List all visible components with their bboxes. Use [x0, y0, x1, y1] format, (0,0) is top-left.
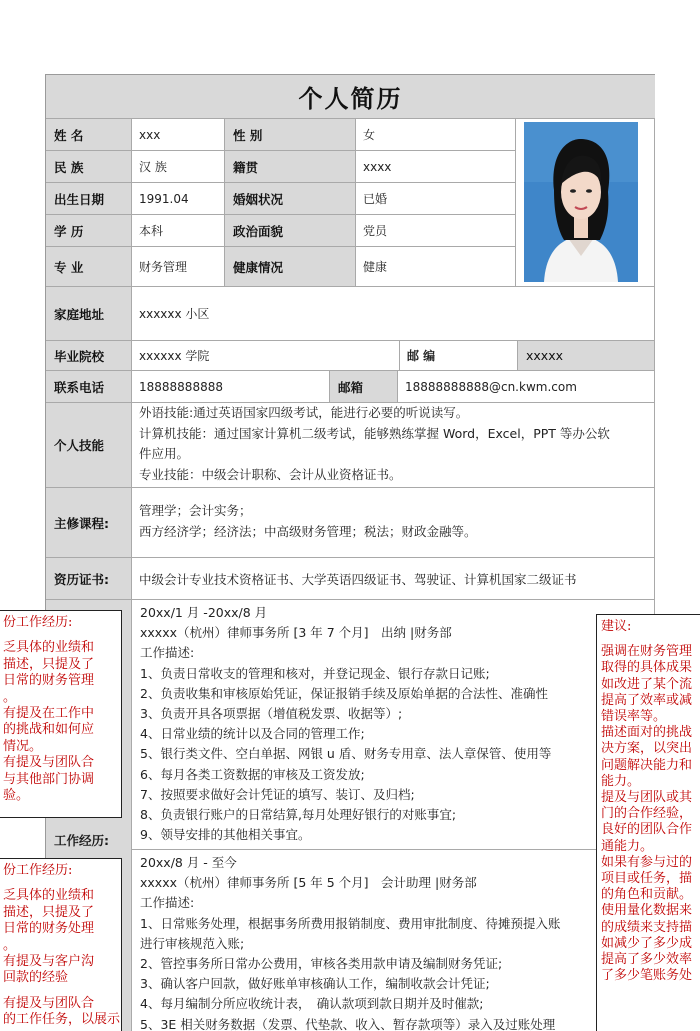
- comment-box-left-job2: [0, 858, 122, 1031]
- note-line: 验。: [3, 788, 30, 804]
- job1-line: 20xx/1 月 -20xx/8 月: [140, 605, 268, 620]
- note-line: 乏具体的业绩和: [3, 888, 95, 904]
- comment-box-right: [596, 614, 700, 1031]
- address-value: xxxxxx 小区: [132, 287, 655, 341]
- job-1: [132, 600, 655, 850]
- note-line: 提高了效率或减: [601, 692, 693, 708]
- courses-label: 主修课程:: [46, 488, 132, 558]
- health-value: 健康: [356, 247, 516, 287]
- job2-line: 进行审核规范入账;: [140, 935, 245, 951]
- job-2: [132, 850, 655, 1031]
- skills-line: 件应用。: [139, 446, 190, 461]
- note-line: 错误率等。: [601, 709, 667, 725]
- job2-line: xxxxx（杭州）律师事务所 [5 年 5 个月] 会计助理 |财务部: [140, 875, 477, 891]
- school-value: xxxxxx 学院: [132, 341, 400, 371]
- note-line: 提及与团队或其: [601, 790, 693, 806]
- job1-line: 1、负责日常收支的管理和核对，并登记现金、银行存款日记账;: [140, 665, 490, 681]
- note-line: 门的合作经验，: [601, 806, 693, 822]
- job1-line: 工作描述:: [140, 645, 195, 661]
- certificates-value: 中级会计专业技术资格证书、大学英语四级证书、驾驶证、计算机国家二级证书: [132, 558, 655, 600]
- note-line: 的角色和贡献。: [601, 887, 693, 903]
- political-label: 政治面貌: [225, 215, 356, 247]
- note-line: 与其他部门协调: [3, 771, 95, 787]
- note-line: 使用量化数据来: [601, 903, 693, 919]
- note-line: 描述面对的挑战: [601, 725, 693, 741]
- name-value: xxx: [132, 119, 225, 151]
- note-line: 。: [3, 689, 17, 705]
- courses-text: [132, 488, 655, 558]
- note-line: 建议:: [601, 619, 632, 634]
- job1-line: 8、负责银行账户的日常结算,每月处理好银行的对账事宜;: [140, 807, 457, 823]
- health-label: 健康情况: [225, 247, 356, 287]
- skills-text: [132, 403, 655, 488]
- job2-line: 4、每月编制分所应收统计表， 确认款项到款日期并及时催款;: [140, 996, 484, 1012]
- job2-line: 1、日常账务处理，根据事务所费用报销制度、费用审批制度、待摊预提入账: [140, 915, 561, 931]
- address-label: 家庭地址: [46, 287, 132, 341]
- work-label: 工作经历:: [54, 833, 109, 848]
- phone-label: 联系电话: [46, 371, 132, 403]
- courses-line: 管理学；会计实务；: [139, 503, 252, 518]
- name-label: 姓 名: [46, 119, 132, 151]
- note-line: 的成绩来支持描: [601, 919, 693, 935]
- political-value: 党员: [356, 215, 516, 247]
- postcode-label: 邮 编: [400, 341, 518, 371]
- certificates-label: 资历证书:: [46, 558, 132, 600]
- skills-line: 外语技能:通过英语国家四级考试，能进行必要的听说读写。: [139, 405, 469, 420]
- skills-line: 专业技能：中级会计职称、会计从业资格证书。: [139, 466, 402, 482]
- job1-line: 3、负责开具各项票据（增值税发票、收据等）;: [140, 706, 403, 722]
- note-line: 项目或任务，描: [601, 871, 693, 887]
- job1-line: 7、按照要求做好会计凭证的填写、装订、及归档;: [140, 786, 415, 802]
- postcode-value: xxxxx: [518, 341, 655, 371]
- page-title: 个人简历: [46, 75, 655, 119]
- birth-label: 出生日期: [46, 183, 132, 215]
- job2-line: 2、管控事务所日常办公费用，审核各类用款申请及编制财务凭证;: [140, 956, 503, 972]
- note-line: 如改进了某个流: [601, 676, 693, 692]
- note-line: 能力。: [601, 773, 641, 789]
- note-line: 回款的经验: [3, 970, 69, 986]
- note-line: 提高了多少效率: [601, 952, 693, 968]
- job2-line: 工作描述:: [140, 895, 195, 911]
- note-line: 的工作任务，以展示: [3, 1012, 121, 1028]
- gender-label: 性 别: [225, 119, 356, 151]
- note-line: 有提及与团队合: [3, 755, 95, 771]
- note-line: 问题解决能力和: [601, 757, 693, 773]
- marital-value: 已婚: [356, 183, 516, 215]
- ethnicity-value: 汉 族: [132, 151, 225, 183]
- note-line: 了多少笔账务处: [601, 968, 693, 984]
- note-line: 乏具体的业绩和: [3, 640, 95, 656]
- courses-line: 西方经济学；经济法；中高级财务管理；税法；财政金融等。: [139, 524, 477, 539]
- comment-box-left-job1: [0, 610, 122, 818]
- note-line: 描述，只提及了: [3, 904, 95, 920]
- job2-line: 5、3E 相关财务数据（发票、代垫款、收入、暂存款项等）录入及过账处理: [140, 1016, 556, 1031]
- note-line: 份工作经历:: [3, 863, 73, 878]
- resume-sheet: [45, 74, 655, 1031]
- skills-line: 计算机技能：通过国家计算机二级考试，能够熟练掌握 Word，Excel，PPT 等办公软: [139, 425, 610, 441]
- note-line: 。: [3, 937, 17, 953]
- email-label: 邮箱: [330, 371, 398, 403]
- job1-line: 9、领导安排的其他相关事宜。: [140, 827, 311, 843]
- job2-line: 20xx/8 月 - 至今: [140, 855, 237, 870]
- profile-photo: [524, 122, 638, 282]
- note-line: 的挑战和如何应: [3, 722, 95, 738]
- job2-line: 3、确认客户回款，做好账单审核确认工作，编制收款会计凭证;: [140, 976, 490, 992]
- gender-value: 女: [356, 119, 516, 151]
- note-line: 份工作经历:: [3, 615, 73, 630]
- email-value: 18888888888@cn.kwm.com: [398, 371, 655, 403]
- job1-line: 4、日常业绩的统计以及合同的管理工作;: [140, 726, 365, 742]
- note-line: 有提及在工作中: [3, 706, 95, 722]
- origin-value: xxxx: [356, 151, 516, 183]
- note-line: 通能力。: [601, 838, 654, 854]
- note-line: 如果有参与过的: [601, 854, 693, 870]
- job1-line: 5、银行类文件、空白单据、网银 u 盾、财务专用章、法人章保管、使用等: [140, 746, 552, 762]
- origin-label: 籍贯: [225, 151, 356, 183]
- note-line: 强调在财务管理: [601, 644, 693, 660]
- note-line: 描述，只提及了: [3, 656, 95, 672]
- major-label: 专 业: [46, 247, 132, 287]
- major-value: 财务管理: [132, 247, 225, 287]
- note-line: 日常的财务处理: [3, 921, 95, 937]
- school-label: 毕业院校: [46, 341, 132, 371]
- ethnicity-label: 民 族: [46, 151, 132, 183]
- skills-label: 个人技能: [46, 403, 132, 488]
- job1-line: xxxxx（杭州）律师事务所 [3 年 7 个月] 出纳 |财务部: [140, 625, 452, 641]
- birth-value: 1991.04: [132, 183, 225, 215]
- note-line: 取得的具体成果: [601, 660, 693, 676]
- job1-line: 2、负责收集和审核原始凭证，保证报销手续及原始单据的合法性、准确性: [140, 685, 548, 701]
- note-line: 有提及与团队合: [3, 995, 95, 1011]
- note-line: 日常的财务管理: [3, 673, 95, 689]
- education-label: 学 历: [46, 215, 132, 247]
- note-line: 良好的团队合作: [601, 822, 693, 838]
- job1-line: 6、每月各类工资数据的审核及工资发放;: [140, 766, 365, 782]
- note-line: 如减少了多少成: [601, 935, 693, 951]
- note-line: 情况。: [3, 738, 43, 754]
- phone-value: 18888888888: [132, 371, 330, 403]
- note-line: 决方案，以突出: [601, 741, 693, 757]
- education-value: 本科: [132, 215, 225, 247]
- note-line: 有提及与客户沟: [3, 954, 95, 970]
- marital-label: 婚姻状况: [225, 183, 356, 215]
